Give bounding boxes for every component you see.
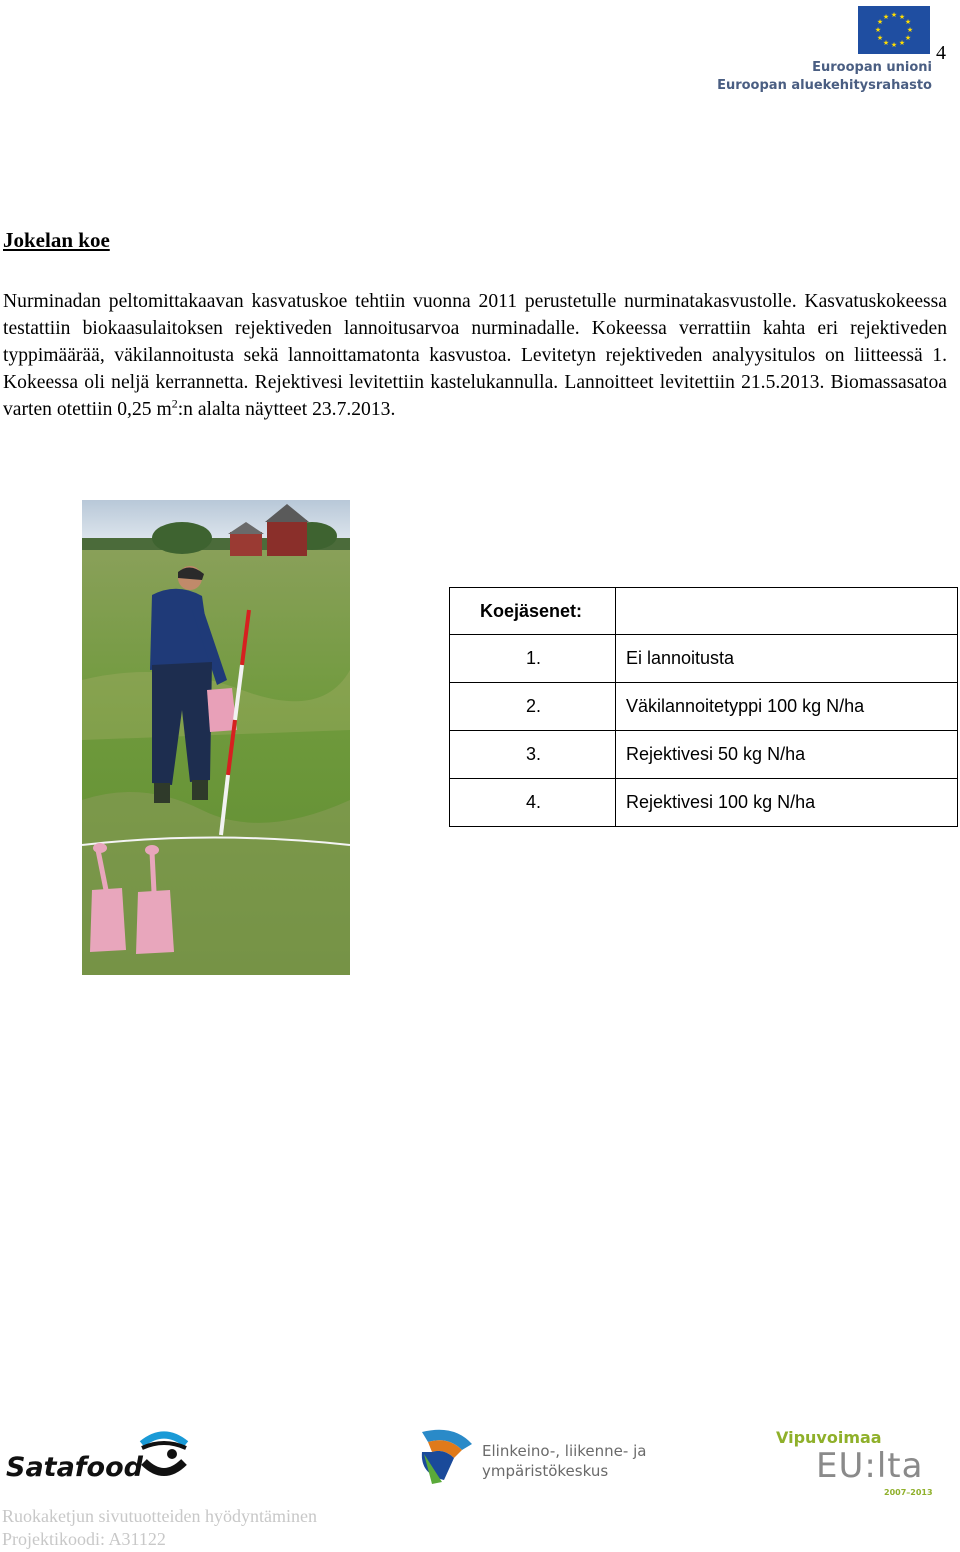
- svg-text:★: ★: [890, 11, 898, 19]
- svg-text:★: ★: [898, 13, 906, 21]
- satafood-symbol-icon: [134, 1428, 194, 1484]
- svg-text:★: ★: [876, 18, 884, 26]
- footer-logos: [0, 1418, 960, 1498]
- eu-flag-icon: [858, 6, 930, 54]
- table-row: [450, 683, 958, 731]
- svg-text:★: ★: [890, 41, 898, 49]
- ely-logo-line1: Elinkeino-, liikenne- ja: [482, 1442, 647, 1460]
- ely-logo: [414, 1424, 654, 1486]
- table-header-empty: [616, 588, 958, 635]
- satafood-logo: [6, 1428, 196, 1488]
- svg-text:★: ★: [882, 13, 890, 21]
- svg-text:★: ★: [898, 39, 906, 47]
- paragraph-text: Nurminadan peltomittakaavan kasvatuskoe tehtiin vuonna 2011 perustetulle nurminatakasvustolle. Kasvatuskokeessa testattiin biokaasulaitoksen rejektiveden lannoitusarvoa nurminadalle. Kokeessa verrattiin kahta eri rejektiveden typpimäärää, väkilannoitusta sekä lannoittamatonta kasvustoa. Levitetyn rejektiveden analyysitulos on liitteessä 1. Kokeessa oli neljä kerrannetta. Rejektivesi levitettiin kastelukannulla. Lannoitteet levitettiin 21.5.2013. Biomassasatoa varten otettiin 0,25 m: [3, 291, 947, 420]
- svg-text:★: ★: [876, 34, 884, 42]
- row-label: Ei lannoitusta: [616, 635, 958, 683]
- superscript: 2: [171, 396, 178, 411]
- row-number: 2.: [450, 683, 616, 731]
- table-row: [450, 779, 958, 827]
- vipuvoimaa-logo: [776, 1428, 936, 1498]
- row-label: Rejektivesi 100 kg N/ha: [616, 779, 958, 827]
- page-number: 4: [936, 42, 946, 64]
- row-number: 3.: [450, 731, 616, 779]
- svg-text:★: ★: [906, 26, 914, 34]
- table-header: Koejäsenet:: [450, 588, 616, 635]
- eu-logo: [717, 6, 934, 98]
- ely-symbol-icon: [414, 1424, 476, 1486]
- satafood-logo-text: Satafood: [6, 1452, 143, 1483]
- footer-project-code: Projektikoodi: A31122: [2, 1529, 166, 1549]
- row-label: Rejektivesi 50 kg N/ha: [616, 731, 958, 779]
- ely-logo-line2: ympäristökeskus: [482, 1462, 609, 1480]
- svg-text:★: ★: [882, 39, 890, 47]
- row-number: 1.: [450, 635, 616, 683]
- eu-logo-line1: Euroopan unioni: [812, 60, 932, 75]
- svg-text:★: ★: [874, 26, 882, 34]
- members-table: [449, 587, 958, 827]
- table-row: [450, 731, 958, 779]
- body-paragraph: [3, 288, 947, 423]
- vipuvoimaa-years: 2007–2013: [884, 1488, 933, 1497]
- field-photo: [82, 500, 350, 975]
- vipuvoimaa-eu: EU:lta: [816, 1446, 924, 1486]
- section-heading: Jokelan koe: [3, 228, 110, 252]
- table-row: [450, 635, 958, 683]
- footer-project-name: Ruokaketjun sivutuotteiden hyödyntäminen: [2, 1506, 317, 1526]
- table-header-row: [450, 588, 958, 635]
- vipuvoimaa-title: Vipuvoimaa: [776, 1428, 882, 1447]
- paragraph-text-end: :n alalta näytteet 23.7.2013.: [177, 399, 396, 420]
- eu-logo-line2: Euroopan aluekehitysrahasto: [717, 78, 932, 93]
- svg-text:★: ★: [904, 18, 912, 26]
- svg-text:★: ★: [904, 34, 912, 42]
- row-number: 4.: [450, 779, 616, 827]
- row-label: Väkilannoitetyppi 100 kg N/ha: [616, 683, 958, 731]
